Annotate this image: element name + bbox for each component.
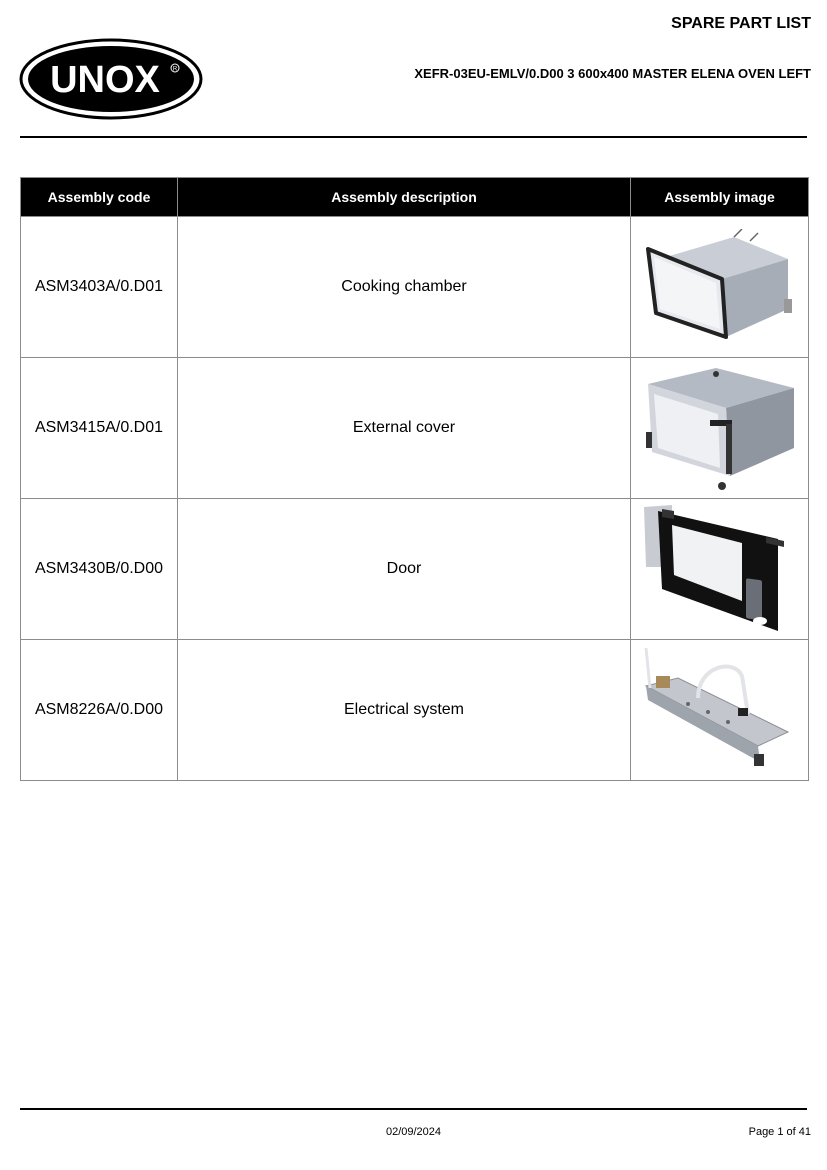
- footer-divider: [20, 1108, 807, 1110]
- electrical-system-image: [638, 646, 802, 774]
- assembly-image-cell: [631, 499, 809, 640]
- column-header-code: Assembly code: [21, 178, 178, 217]
- table-row: [21, 640, 809, 781]
- footer-date: 02/09/2024: [385, 1126, 442, 1138]
- column-header-image: Assembly image: [631, 178, 809, 217]
- model-subtitle: XEFR-03EU-EMLV/0.D00 3 600x400 MASTER ELENA OVEN LEFT: [414, 66, 811, 81]
- assembly-code: ASM8226A/0.D00: [21, 640, 178, 781]
- page-number: Page 1 of 41: [748, 1126, 811, 1138]
- table-row: [21, 217, 809, 358]
- assembly-image-cell: [631, 358, 809, 499]
- table-row: [21, 358, 809, 499]
- column-header-description: Assembly description: [178, 178, 631, 217]
- assembly-table: [20, 177, 809, 781]
- assembly-code: ASM3403A/0.D01: [21, 217, 178, 358]
- assembly-description: Cooking chamber: [178, 217, 631, 358]
- external-cover-image: [638, 364, 802, 492]
- assembly-description: Door: [178, 499, 631, 640]
- assembly-code: ASM3415A/0.D01: [21, 358, 178, 499]
- door-image: [638, 503, 802, 635]
- logo-wordmark: UNOX: [50, 59, 160, 101]
- table-header-row: [21, 178, 809, 217]
- svg-text:R: R: [172, 66, 178, 73]
- assembly-image-cell: [631, 640, 809, 781]
- assembly-code: ASM3430B/0.D00: [21, 499, 178, 640]
- assembly-image-cell: [631, 217, 809, 358]
- table-row: [21, 499, 809, 640]
- assembly-description: Electrical system: [178, 640, 631, 781]
- unox-logo: [19, 38, 203, 120]
- assembly-description: External cover: [178, 358, 631, 499]
- header-divider: [20, 136, 807, 138]
- document-title: SPARE PART LIST: [671, 15, 811, 32]
- cooking-chamber-image: [638, 229, 802, 345]
